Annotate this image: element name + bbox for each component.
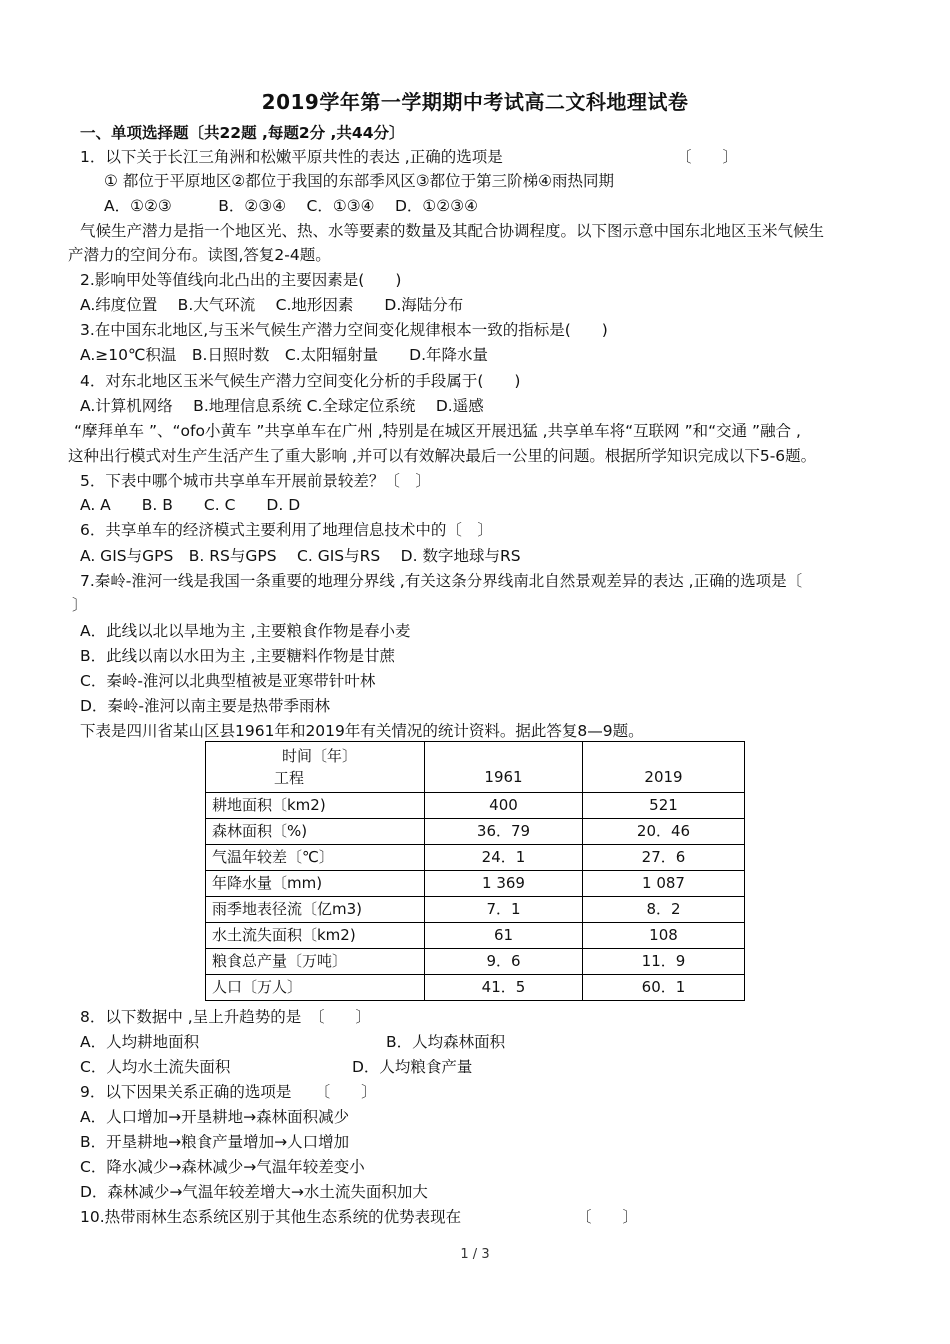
table-row <box>206 975 745 1001</box>
q1-answer-paren: 〔 〕 <box>676 148 739 166</box>
q5-options: A. A B. B C. C D. D <box>80 496 301 514</box>
q9-option-b: B．开垦耕地→粮食产量增加→人口增加 <box>80 1133 350 1151</box>
q7-option-b: B．此线以南以水田为主 ,主要糖料作物是甘蔗 <box>80 647 395 665</box>
value-2019: 20．46 <box>583 819 745 845</box>
q9-option-c: C．降水减少→森林减少→气温年较差变小 <box>80 1158 365 1176</box>
value-1961: 400 <box>425 793 583 819</box>
header-time-label: 时间〔年〕 <box>282 747 358 765</box>
intro-climate-line2: 产潜力的空间分布。读图,答复2-4题。 <box>68 246 331 264</box>
statistics-table <box>205 741 745 1001</box>
row-label: 粮食总产量〔万吨〕 <box>206 949 425 975</box>
q2-stem: 2.影响甲处等值线向北凸出的主要因素是( ) <box>80 271 402 289</box>
q1-stem: 1．以下关于长江三角洲和松嫩平原共性的表达 ,正确的选项是 <box>80 148 503 166</box>
value-1961: 61 <box>425 923 583 949</box>
table-header-row <box>206 742 745 793</box>
q7-stem-close: 〕 <box>72 596 88 614</box>
row-label: 森林面积〔%) <box>206 819 425 845</box>
value-2019: 1 087 <box>583 871 745 897</box>
q8-option-c: C．人均水土流失面积 <box>80 1058 231 1076</box>
value-2019: 521 <box>583 793 745 819</box>
value-1961: 41．5 <box>425 975 583 1001</box>
row-label: 人口〔万人〕 <box>206 975 425 1001</box>
page-title: 2019学年第一学期期中考试高二文科地理试卷 <box>261 90 689 114</box>
header-item-label: 工程 <box>274 769 305 787</box>
row-label: 耕地面积〔km2) <box>206 793 425 819</box>
value-2019: 108 <box>583 923 745 949</box>
q5-stem: 5．下表中哪个城市共享单车开展前景较差？〔 〕 <box>80 472 431 490</box>
intro-climate-line1: 气候生产潜力是指一个地区光、热、水等要素的数量及其配合协调程度。以下图示意中国东北地区玉米气候生 <box>80 222 825 240</box>
value-2019: 8．2 <box>583 897 745 923</box>
q2-options: A.纬度位置 B.大气环流 C.地形因素 D.海陆分布 <box>80 296 464 314</box>
row-label: 年降水量〔mm) <box>206 871 425 897</box>
q7-stem: 7.秦岭-淮河一线是我国一条重要的地理分界线 ,有关这条分界线南北自然景观差异的表达 ,正确的选项是〔 <box>80 572 803 590</box>
q10-answer-paren: 〔 〕 <box>576 1208 639 1226</box>
value-1961: 24．1 <box>425 845 583 871</box>
q6-stem: 6．共享单车的经济模式主要利用了地理信息技术中的〔 〕 <box>80 521 493 539</box>
header-2019: 2019 <box>583 742 745 793</box>
q8-stem: 8．以下数据中 ,呈上升趋势的是 〔 〕 <box>80 1008 371 1026</box>
row-label: 水土流失面积〔km2) <box>206 923 425 949</box>
intro-table: 下表是四川省某山区县1961年和2019年有关情况的统计资料。据此答复8—9题。 <box>80 722 644 740</box>
q6-options: A. GIS与GPS B. RS与GPS C. GIS与RS D. 数字地球与RS <box>80 547 521 565</box>
intro-bike-line1: “摩拜单车 ”、“ofo小黄车 ”共享单车在广州 ,特别是在城区开展迅猛 ,共享单车将“互联网 ”和“交通 ”融合 , <box>74 422 801 440</box>
value-2019: 11．9 <box>583 949 745 975</box>
q9-option-a: A．人口增加→开垦耕地→森林面积减少 <box>80 1108 350 1126</box>
table-row <box>206 949 745 975</box>
q7-option-c: C．秦岭-淮河以北典型植被是亚寒带针叶林 <box>80 672 376 690</box>
q3-options: A.≥10℃积温 B.日照时数 C.太阳辐射量 D.年降水量 <box>80 346 489 364</box>
page-number: 1 / 3 <box>460 1247 490 1262</box>
intro-bike-line2: 这种出行模式对生产生活产生了重大影响 ,并可以有效解决最后一公里的问题。根据所学知识完成以下5-6题。 <box>68 447 817 465</box>
q3-stem: 3.在中国东北地区,与玉米气候生产潜力空间变化规律根本一致的指标是( ) <box>80 321 608 339</box>
table-row <box>206 793 745 819</box>
q10-stem: 10.热带雨林生态系统区别于其他生态系统的优势表现在 <box>80 1208 462 1226</box>
q1-options: A．①②③ B．②③④ C．①③④ D．①②③④ <box>104 197 478 215</box>
value-2019: 27．6 <box>583 845 745 871</box>
table-row <box>206 819 745 845</box>
q8-option-d: D．人均粮食产量 <box>352 1058 473 1076</box>
value-1961: 36．79 <box>425 819 583 845</box>
table-row <box>206 897 745 923</box>
q7-option-d: D．秦岭-淮河以南主要是热带季雨林 <box>80 697 331 715</box>
table-corner-cell <box>206 742 425 793</box>
q4-stem: 4．对东北地区玉米气候生产潜力空间变化分析的手段属于( ) <box>80 372 521 390</box>
q9-option-d: D．森林减少→气温年较差增大→水土流失面积加大 <box>80 1183 428 1201</box>
table-row <box>206 871 745 897</box>
q4-options: A.计算机网络 B.地理信息系统 C.全球定位系统 D.遥感 <box>80 397 484 415</box>
value-2019: 60．1 <box>583 975 745 1001</box>
q1-items: ① 都位于平原地区②都位于我国的东部季风区③都位于第三阶梯④雨热同期 <box>104 172 615 190</box>
row-label: 气温年较差〔℃〕 <box>206 845 425 871</box>
q8-option-b: B．人均森林面积 <box>386 1033 506 1051</box>
value-1961: 9．6 <box>425 949 583 975</box>
q8-option-a: A．人均耕地面积 <box>80 1033 200 1051</box>
row-label: 雨季地表径流〔亿m3) <box>206 897 425 923</box>
q7-option-a: A．此线以北以旱地为主 ,主要粮食作物是春小麦 <box>80 622 411 640</box>
table-row <box>206 845 745 871</box>
header-1961: 1961 <box>425 742 583 793</box>
table-row <box>206 923 745 949</box>
q9-stem: 9．以下因果关系正确的选项是 〔 〕 <box>80 1083 377 1101</box>
section-heading: 一、单项选择题〔共22题 ,每题2分 ,共44分〕 <box>80 124 405 142</box>
value-1961: 1 369 <box>425 871 583 897</box>
value-1961: 7．1 <box>425 897 583 923</box>
